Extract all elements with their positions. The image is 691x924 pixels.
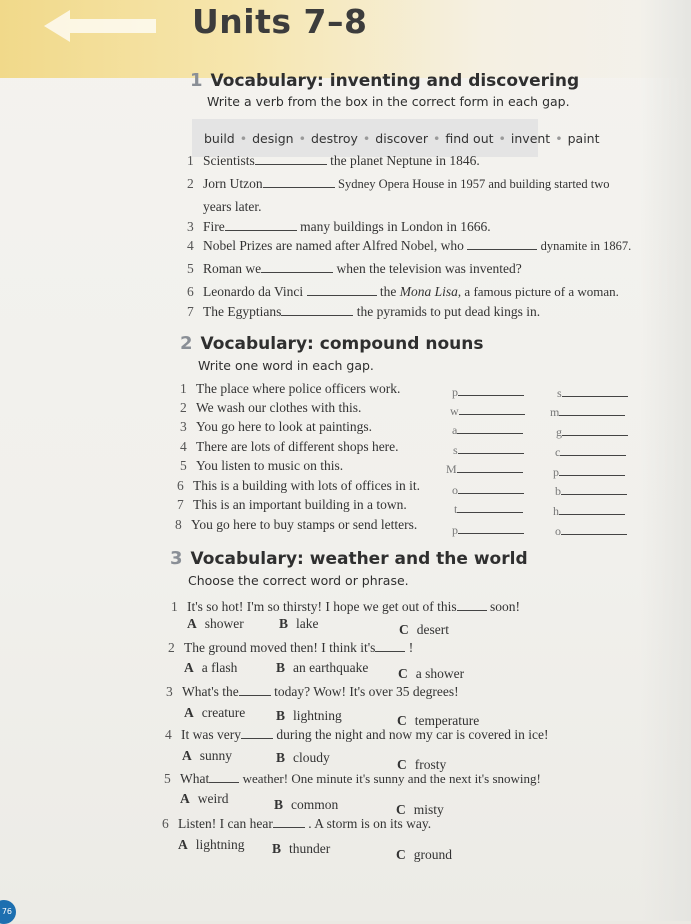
question-line: 6 Listen! I can hear . A storm is on its way. xyxy=(162,816,432,831)
section-3-instruction: Choose the correct word or phrase. xyxy=(188,573,409,588)
question-line: 1 It's so hot! I'm so thirsty! I hope we get out of this soon! xyxy=(171,599,520,614)
answer-options xyxy=(184,705,480,728)
answer-gap-second[interactable]: s xyxy=(557,385,628,401)
answer-gap[interactable] xyxy=(273,816,305,828)
section-number: 2 xyxy=(180,333,193,354)
exercise-line-continued: years later. xyxy=(203,199,262,214)
answer-gap-first[interactable]: o xyxy=(452,482,524,498)
answer-gap-first[interactable]: s xyxy=(453,442,524,458)
option-a[interactable]: A a flash xyxy=(184,660,238,675)
exercise-line: 7 The Egyptians the pyramids to put dead kings in. xyxy=(187,304,541,319)
exercise-line: 2 Jorn Utzon Sydney Opera House in 1957 and building started two xyxy=(187,176,610,191)
section-title: Vocabulary: compound nouns xyxy=(200,334,484,354)
page-edge-shadow xyxy=(640,0,691,921)
answer-gap[interactable] xyxy=(239,684,271,696)
section-3-heading xyxy=(170,548,528,569)
option-b[interactable]: B common xyxy=(274,797,339,812)
exercise-line: 8 You go here to buy stamps or send letters. xyxy=(175,517,418,532)
question-line: 3 What's the today? Wow! It's over 35 degrees! xyxy=(166,684,459,699)
option-c[interactable]: C a shower xyxy=(398,666,465,681)
option-a[interactable]: A lightning xyxy=(178,837,245,852)
answer-gap[interactable] xyxy=(225,219,297,231)
answer-gap[interactable] xyxy=(255,153,327,165)
answer-gap[interactable] xyxy=(241,727,273,739)
answer-gap[interactable] xyxy=(375,640,405,652)
answer-gap[interactable] xyxy=(307,284,377,296)
answer-options xyxy=(178,837,452,862)
section-number: 1 xyxy=(190,70,203,91)
option-b[interactable]: B cloudy xyxy=(276,750,330,765)
answer-gap-second[interactable]: g xyxy=(556,424,628,440)
back-arrow-icon xyxy=(40,6,160,46)
answer-options xyxy=(182,748,447,772)
option-c[interactable]: C misty xyxy=(396,802,444,817)
answer-gap-first[interactable]: t xyxy=(454,501,523,517)
exercise-line: 4 Nobel Prizes are named after Alfred Nobel, who dynamite in 1867. xyxy=(187,238,632,253)
box-word: paint xyxy=(567,130,600,146)
section-2-instruction: Write one word in each gap. xyxy=(198,358,374,373)
exercise-line: 3 Fire many buildings in London in 1666. xyxy=(187,219,491,234)
option-b[interactable]: B lake xyxy=(279,616,319,631)
box-word: invent xyxy=(510,130,551,146)
option-b[interactable]: B lightning xyxy=(276,708,342,723)
question-line: 4 It was very during the night and now my car is covered in ice! xyxy=(165,727,549,742)
box-word: find out xyxy=(445,130,494,146)
exercise-line: 1 The place where police officers work. xyxy=(180,381,401,396)
answer-options xyxy=(184,660,465,681)
section-1-heading xyxy=(190,70,579,91)
box-word: destroy xyxy=(310,130,358,146)
box-word: discover xyxy=(375,130,428,146)
answer-gap-second[interactable]: m xyxy=(550,404,625,420)
option-a[interactable]: A shower xyxy=(187,616,244,631)
option-a[interactable]: A creature xyxy=(184,705,246,720)
box-word: design xyxy=(252,130,294,146)
exercise-line: 4 There are lots of different shops here. xyxy=(180,439,399,454)
answer-gap[interactable] xyxy=(261,261,333,273)
option-c[interactable]: C ground xyxy=(396,847,452,862)
option-c[interactable]: C temperature xyxy=(397,713,480,728)
unit-title: Units 7–8 xyxy=(192,2,368,41)
question-line: 2 The ground moved then! I think it's ! xyxy=(168,640,414,655)
option-a[interactable]: A sunny xyxy=(182,748,233,763)
exercise-line: 7 This is an important building in a town. xyxy=(177,497,407,512)
answer-gap-second[interactable]: c xyxy=(555,444,626,460)
answer-gap-first[interactable]: p xyxy=(452,384,524,400)
word-box: build • design • destroy • discover • find out • invent • paint xyxy=(192,119,538,157)
page-number-badge: 76 xyxy=(0,900,16,924)
question-line: 5 What weather! One minute it's sunny and the next it's snowing! xyxy=(164,771,541,786)
section-title: Vocabulary: inventing and discovering xyxy=(210,71,580,91)
exercise-line: 6 Leonardo da Vinci the Mona Lisa, a famous picture of a woman. xyxy=(187,284,619,299)
answer-gap-second[interactable]: o xyxy=(555,523,627,539)
answer-gap[interactable] xyxy=(467,238,537,250)
option-a[interactable]: A weird xyxy=(180,791,229,806)
answer-gap-first[interactable]: a xyxy=(452,422,523,438)
answer-options xyxy=(187,616,449,637)
section-1-instruction: Write a verb from the box in the correct form in each gap. xyxy=(207,94,570,109)
section-number: 3 xyxy=(170,548,183,569)
answer-gap[interactable] xyxy=(263,176,335,188)
answer-options xyxy=(180,791,444,817)
option-c[interactable]: C frosty xyxy=(397,757,447,772)
option-c[interactable]: C desert xyxy=(399,622,449,637)
exercise-line: 5 You listen to music on this. xyxy=(180,458,344,473)
answer-gap-second[interactable]: h xyxy=(553,503,625,519)
exercise-line: 1 Scientists the planet Neptune in 1846. xyxy=(187,153,480,168)
answer-gap-first[interactable]: M xyxy=(446,461,523,477)
exercise-line: 3 You go here to look at paintings. xyxy=(180,419,372,434)
answer-gap[interactable] xyxy=(281,304,353,316)
answer-gap-first[interactable]: p xyxy=(452,522,524,538)
answer-gap[interactable] xyxy=(209,771,239,783)
exercise-line: 2 We wash our clothes with this. xyxy=(180,400,362,415)
answer-gap-second[interactable]: p xyxy=(553,464,625,480)
exercise-line: 5 Roman we when the television was invented? xyxy=(187,261,522,276)
answer-gap[interactable] xyxy=(457,599,487,611)
answer-gap-first[interactable]: w xyxy=(450,403,525,419)
box-word: build xyxy=(204,130,235,146)
section-2-heading xyxy=(180,333,483,354)
exercise-line: 6 This is a building with lots of offices in it. xyxy=(177,478,420,493)
answer-gap-second[interactable]: b xyxy=(555,483,627,499)
option-b[interactable]: B thunder xyxy=(272,841,331,856)
section-title: Vocabulary: weather and the world xyxy=(190,549,528,569)
option-b[interactable]: B an earthquake xyxy=(276,660,369,675)
